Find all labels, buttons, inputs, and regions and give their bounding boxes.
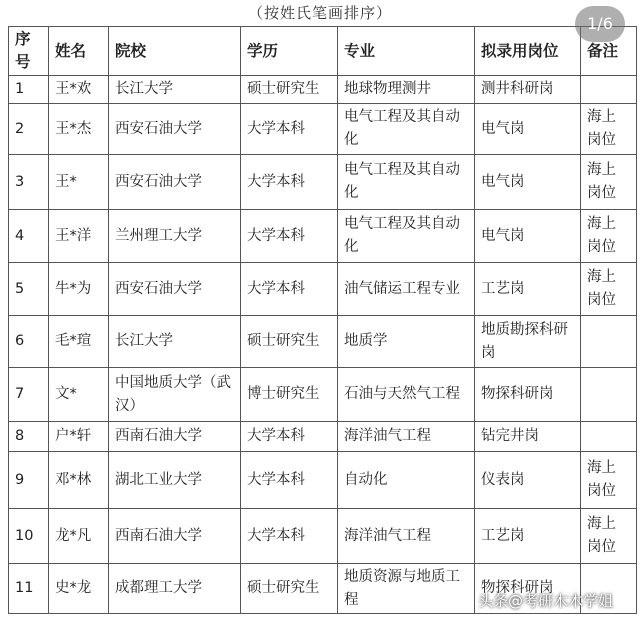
- row-remark: 海上岗位: [581, 104, 637, 155]
- row-name: 毛*瑄: [49, 316, 109, 368]
- row-major: 电气工程及其自动化: [338, 155, 475, 210]
- row-index: 6: [9, 316, 49, 368]
- column-header-major: 专业: [338, 27, 475, 76]
- row-position: 地质勘探科研岗: [475, 316, 581, 368]
- row-major: 电气工程及其自动化: [338, 210, 475, 263]
- row-name: 户*轩: [49, 422, 109, 452]
- table-row: [9, 76, 637, 104]
- row-remark: 海上岗位: [581, 210, 637, 263]
- row-degree: 硕士研究生: [241, 316, 338, 368]
- row-major: 海洋油气工程: [338, 422, 475, 452]
- table-caption: （按姓氏笔画排序）: [247, 4, 392, 22]
- row-remark: 海上岗位: [581, 452, 637, 509]
- row-major: 地质资源与地质工程: [338, 564, 475, 614]
- row-major: 电气工程及其自动化: [338, 104, 475, 155]
- table-row: [9, 104, 637, 155]
- row-school: 西安石油大学: [109, 104, 241, 155]
- row-index: 10: [9, 509, 49, 564]
- column-header-degree: 学历: [241, 27, 338, 76]
- row-school: 成都理工大学: [109, 564, 241, 614]
- row-degree: 大学本科: [241, 155, 338, 210]
- row-remark: 海上岗位: [581, 263, 637, 316]
- table-row: [9, 509, 637, 564]
- row-position: 工艺岗: [475, 509, 581, 564]
- row-degree: 大学本科: [241, 263, 338, 316]
- row-remark: 海上岗位: [581, 509, 637, 564]
- row-remark: [581, 422, 637, 452]
- row-school: 中国地质大学（武汉）: [109, 368, 241, 422]
- row-degree: 硕士研究生: [241, 76, 338, 104]
- row-remark: [581, 316, 637, 368]
- row-position: 工艺岗: [475, 263, 581, 316]
- row-index: 1: [9, 76, 49, 104]
- column-header-name: 姓名: [49, 27, 109, 76]
- row-school: 西安石油大学: [109, 263, 241, 316]
- row-remark: 海上岗位: [581, 155, 637, 210]
- row-degree: 大学本科: [241, 422, 338, 452]
- row-position: 物探科研岗: [475, 368, 581, 422]
- column-header-position: 拟录用岗位: [475, 27, 581, 76]
- row-name: 王*: [49, 155, 109, 210]
- row-major: 海洋油气工程: [338, 509, 475, 564]
- row-degree: 大学本科: [241, 509, 338, 564]
- table-row: [9, 316, 637, 368]
- row-name: 王*欢: [49, 76, 109, 104]
- row-school: 西南石油大学: [109, 422, 241, 452]
- row-major: 地球物理测井: [338, 76, 475, 104]
- row-degree: 大学本科: [241, 104, 338, 155]
- row-school: 西安石油大学: [109, 155, 241, 210]
- row-index: 11: [9, 564, 49, 614]
- row-index: 7: [9, 368, 49, 422]
- row-position: 电气岗: [475, 104, 581, 155]
- header-row: [9, 27, 637, 76]
- column-header-school: 院校: [109, 27, 241, 76]
- row-major: 油气储运工程专业: [338, 263, 475, 316]
- row-degree: 大学本科: [241, 452, 338, 509]
- row-position: 测井科研岗: [475, 76, 581, 104]
- row-name: 史*龙: [49, 564, 109, 614]
- column-header-remark: 备注: [581, 27, 637, 76]
- column-header-index: 序号: [9, 27, 49, 76]
- row-school: 长江大学: [109, 316, 241, 368]
- row-degree: 大学本科: [241, 210, 338, 263]
- row-position: 电气岗: [475, 210, 581, 263]
- row-name: 龙*凡: [49, 509, 109, 564]
- row-name: 牛*为: [49, 263, 109, 316]
- source-watermark: 头条@考研木木学姐: [478, 592, 614, 610]
- table-row: [9, 210, 637, 263]
- row-degree: 硕士研究生: [241, 564, 338, 614]
- table-row: [9, 452, 637, 509]
- row-position: 电气岗: [475, 155, 581, 210]
- row-name: 王*杰: [49, 104, 109, 155]
- row-remark: [581, 368, 637, 422]
- table-row: [9, 368, 637, 422]
- row-index: 4: [9, 210, 49, 263]
- table-row: [9, 422, 637, 452]
- table-row: [9, 155, 637, 210]
- candidate-table: [8, 26, 637, 614]
- row-position: 钻完井岗: [475, 422, 581, 452]
- row-remark: [581, 76, 637, 104]
- row-position: 仪表岗: [475, 452, 581, 509]
- row-name: 邓*林: [49, 452, 109, 509]
- row-position: 物探科研岗: [475, 564, 581, 614]
- row-school: 长江大学: [109, 76, 241, 104]
- table-row: [9, 263, 637, 316]
- image-page-counter[interactable]: 1/6: [575, 6, 625, 42]
- row-major: 地质学: [338, 316, 475, 368]
- row-name: 文*: [49, 368, 109, 422]
- row-major: 自动化: [338, 452, 475, 509]
- row-index: 2: [9, 104, 49, 155]
- row-school: 湖北工业大学: [109, 452, 241, 509]
- row-school: 西南石油大学: [109, 509, 241, 564]
- row-school: 兰州理工大学: [109, 210, 241, 263]
- row-index: 8: [9, 422, 49, 452]
- row-major: 石油与天然气工程: [338, 368, 475, 422]
- row-degree: 博士研究生: [241, 368, 338, 422]
- row-index: 9: [9, 452, 49, 509]
- row-name: 王*洋: [49, 210, 109, 263]
- row-index: 5: [9, 263, 49, 316]
- row-index: 3: [9, 155, 49, 210]
